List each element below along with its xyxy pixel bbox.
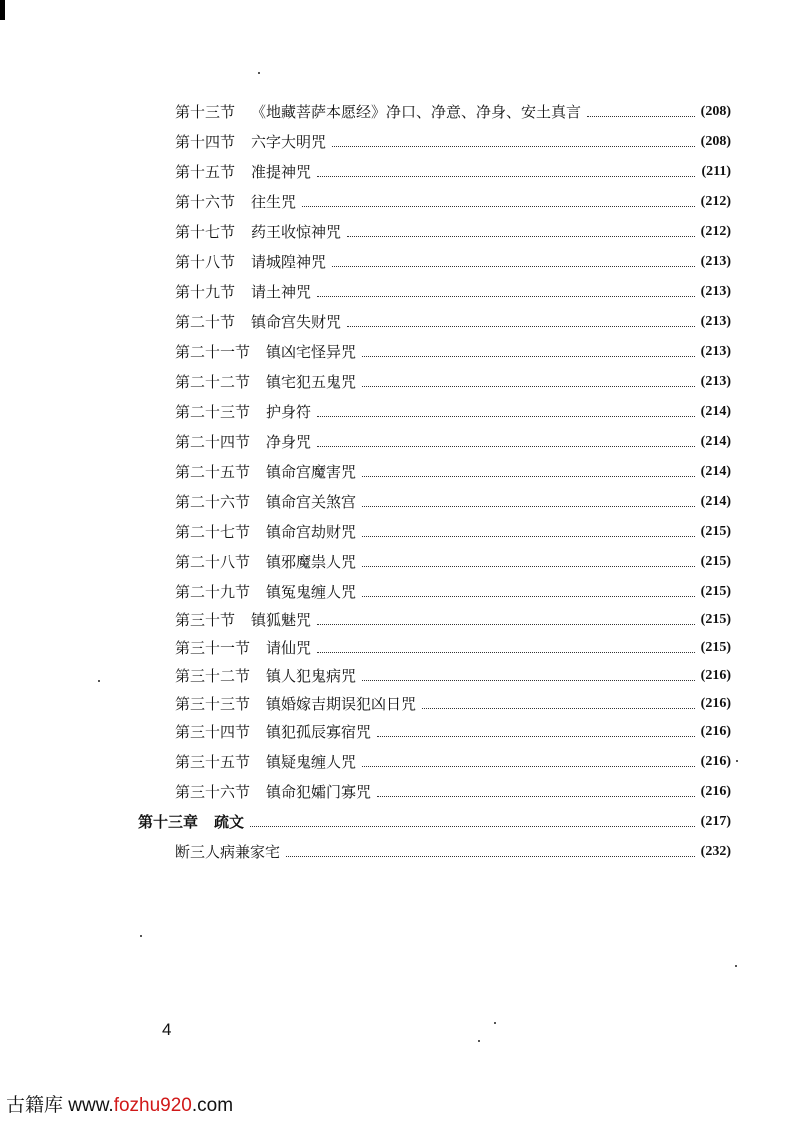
page-ref: (213) [700, 344, 731, 359]
section-title: 请土神咒 [251, 283, 312, 301]
dot-leader [332, 146, 695, 147]
dot-leader [362, 356, 695, 357]
section-title: 镇邪魔祟人咒 [266, 553, 357, 571]
section-title: 镇凶宅怪异咒 [266, 343, 357, 361]
dot-leader [422, 708, 695, 709]
toc-entry[interactable] [175, 400, 731, 424]
section-number: 第三十六节 [175, 783, 251, 801]
dot-leader [362, 506, 695, 507]
section-title: 药王收惊神咒 [251, 223, 342, 241]
watermark-prefix: 古籍库 www. [6, 1095, 114, 1116]
page-ref: (213) [700, 374, 731, 389]
dot-leader [377, 736, 695, 737]
section-number: 第二十二节 [175, 373, 251, 391]
toc-entry[interactable] [175, 430, 731, 454]
section-title: 六字大明咒 [251, 133, 327, 151]
scan-speck [736, 760, 738, 762]
dot-leader [362, 386, 695, 387]
dot-leader [347, 236, 695, 237]
section-title: 镇命犯孀门寡咒 [266, 783, 372, 801]
page-ref: (214) [700, 434, 731, 449]
dot-leader [362, 596, 695, 597]
toc-entry[interactable] [175, 550, 731, 574]
dot-leader [362, 766, 695, 767]
dot-leader [332, 266, 695, 267]
toc-entry[interactable] [175, 490, 731, 514]
toc-entry[interactable] [175, 720, 731, 744]
dot-leader [250, 826, 695, 827]
toc-entry[interactable] [175, 692, 731, 716]
page-ref: (216) [700, 696, 731, 711]
dot-leader [317, 446, 695, 447]
section-number: 第十七节 [175, 223, 236, 241]
watermark-highlight: fozhu920 [113, 1095, 192, 1116]
section-number: 第三十五节 [175, 753, 251, 771]
page-ref: (217) [700, 814, 731, 829]
page-ref: (215) [700, 584, 731, 599]
page-ref: (215) [700, 640, 731, 655]
section-title: 镇婚嫁吉期误犯凶日咒 [266, 695, 417, 713]
toc-entry[interactable] [175, 130, 731, 154]
page-ref: (213) [700, 254, 731, 269]
scan-speck [258, 72, 260, 74]
section-number: 第三十三节 [175, 695, 251, 713]
section-title: 镇犯孤辰寡宿咒 [266, 723, 372, 741]
scan-speck [98, 680, 100, 682]
page-ref: (216) [700, 754, 731, 769]
section-number: 第二十六节 [175, 493, 251, 511]
toc-entry[interactable] [175, 100, 731, 124]
dot-leader [347, 326, 695, 327]
dot-leader [377, 796, 695, 797]
section-number: 第十三节 [175, 103, 236, 121]
dot-leader [317, 624, 695, 625]
page-ref: (208) [700, 104, 731, 119]
page-ref: (214) [700, 494, 731, 509]
section-number: 第十六节 [175, 193, 236, 211]
site-watermark [6, 1090, 233, 1117]
toc-entry[interactable] [175, 310, 731, 334]
chapter-number: 第十三章 [138, 813, 199, 831]
section-title: 镇命宫失财咒 [251, 313, 342, 331]
toc-entry[interactable] [175, 520, 731, 544]
scan-speck [478, 1040, 480, 1042]
section-title: 《地藏菩萨本愿经》净口、净意、净身、安土真言 [251, 103, 582, 121]
dot-leader [362, 536, 695, 537]
page-ref: (214) [700, 464, 731, 479]
section-title: 镇宅犯五鬼咒 [266, 373, 357, 391]
section-title: 净身咒 [266, 433, 312, 451]
toc-entry[interactable] [175, 160, 731, 184]
page-ref: (211) [701, 164, 731, 179]
toc-entry[interactable] [175, 220, 731, 244]
section-title: 准提神咒 [251, 163, 312, 181]
watermark-suffix: .com [191, 1095, 234, 1116]
page-ref: (212) [700, 224, 731, 239]
section-number: 第三十一节 [175, 639, 251, 657]
scan-speck [140, 935, 142, 937]
section-number: 第二十节 [175, 313, 236, 331]
section-number: 第十九节 [175, 283, 236, 301]
toc-entry[interactable] [175, 580, 731, 604]
section-title: 往生咒 [251, 193, 297, 211]
section-number: 第二十五节 [175, 463, 251, 481]
dot-leader [362, 476, 695, 477]
page-ref: (208) [700, 134, 731, 149]
toc-entry[interactable] [175, 664, 731, 688]
chapter-title: 疏文 [214, 813, 245, 831]
dot-leader [317, 296, 695, 297]
section-number: 第二十七节 [175, 523, 251, 541]
page-ref: (215) [700, 554, 731, 569]
dot-leader [286, 856, 695, 857]
section-number: 第十五节 [175, 163, 236, 181]
dot-leader [317, 652, 695, 653]
toc-entry[interactable] [175, 190, 731, 214]
section-number: 第三十二节 [175, 667, 251, 685]
scan-corner-mark [0, 0, 5, 20]
section-title: 请城隍神咒 [251, 253, 327, 271]
scan-speck [494, 1022, 496, 1024]
toc-entry[interactable] [175, 370, 731, 394]
section-number: 第二十九节 [175, 583, 251, 601]
toc-entry[interactable] [175, 250, 731, 274]
section-title: 护身符 [266, 403, 312, 421]
toc-entry[interactable] [175, 840, 731, 864]
dot-leader [362, 680, 695, 681]
page-ref: (216) [700, 784, 731, 799]
dot-leader [317, 176, 695, 177]
section-number: 第三十节 [175, 611, 236, 629]
section-title: 断三人病兼家宅 [175, 843, 281, 861]
section-title: 镇狐魅咒 [251, 611, 312, 629]
page-ref: (216) [700, 724, 731, 739]
page-ref: (216) [700, 668, 731, 683]
toc-entry[interactable] [175, 636, 731, 660]
toc-chapter-entry[interactable] [138, 810, 731, 834]
scan-speck [735, 965, 737, 967]
dot-leader [317, 416, 695, 417]
section-number: 第三十四节 [175, 723, 251, 741]
toc-entry[interactable] [175, 340, 731, 364]
section-title: 镇冤鬼缠人咒 [266, 583, 357, 601]
section-title: 镇人犯鬼病咒 [266, 667, 357, 685]
page-number: 4 [162, 1020, 172, 1039]
section-number: 第二十八节 [175, 553, 251, 571]
page-ref: (215) [700, 612, 731, 627]
dot-leader [302, 206, 695, 207]
section-title: 镇命宫劫财咒 [266, 523, 357, 541]
page-ref: (213) [700, 284, 731, 299]
page-ref: (215) [700, 524, 731, 539]
section-title: 镇命宫关煞宫 [266, 493, 357, 511]
page-ref: (214) [700, 404, 731, 419]
page-ref: (213) [700, 314, 731, 329]
section-title: 镇命宫魔害咒 [266, 463, 357, 481]
page-ref: (212) [700, 194, 731, 209]
section-number: 第二十三节 [175, 403, 251, 421]
section-number: 第二十一节 [175, 343, 251, 361]
toc-entry[interactable] [175, 750, 731, 774]
dot-leader [587, 116, 695, 117]
section-number: 第十四节 [175, 133, 236, 151]
section-number: 第二十四节 [175, 433, 251, 451]
toc-entry[interactable] [175, 608, 731, 632]
toc-entry[interactable] [175, 460, 731, 484]
section-title: 镇疑鬼缠人咒 [266, 753, 357, 771]
toc-entry[interactable] [175, 780, 731, 804]
page-ref: (232) [700, 844, 731, 859]
section-title: 请仙咒 [266, 639, 312, 657]
section-number: 第十八节 [175, 253, 236, 271]
toc-entry[interactable] [175, 280, 731, 304]
dot-leader [362, 566, 695, 567]
